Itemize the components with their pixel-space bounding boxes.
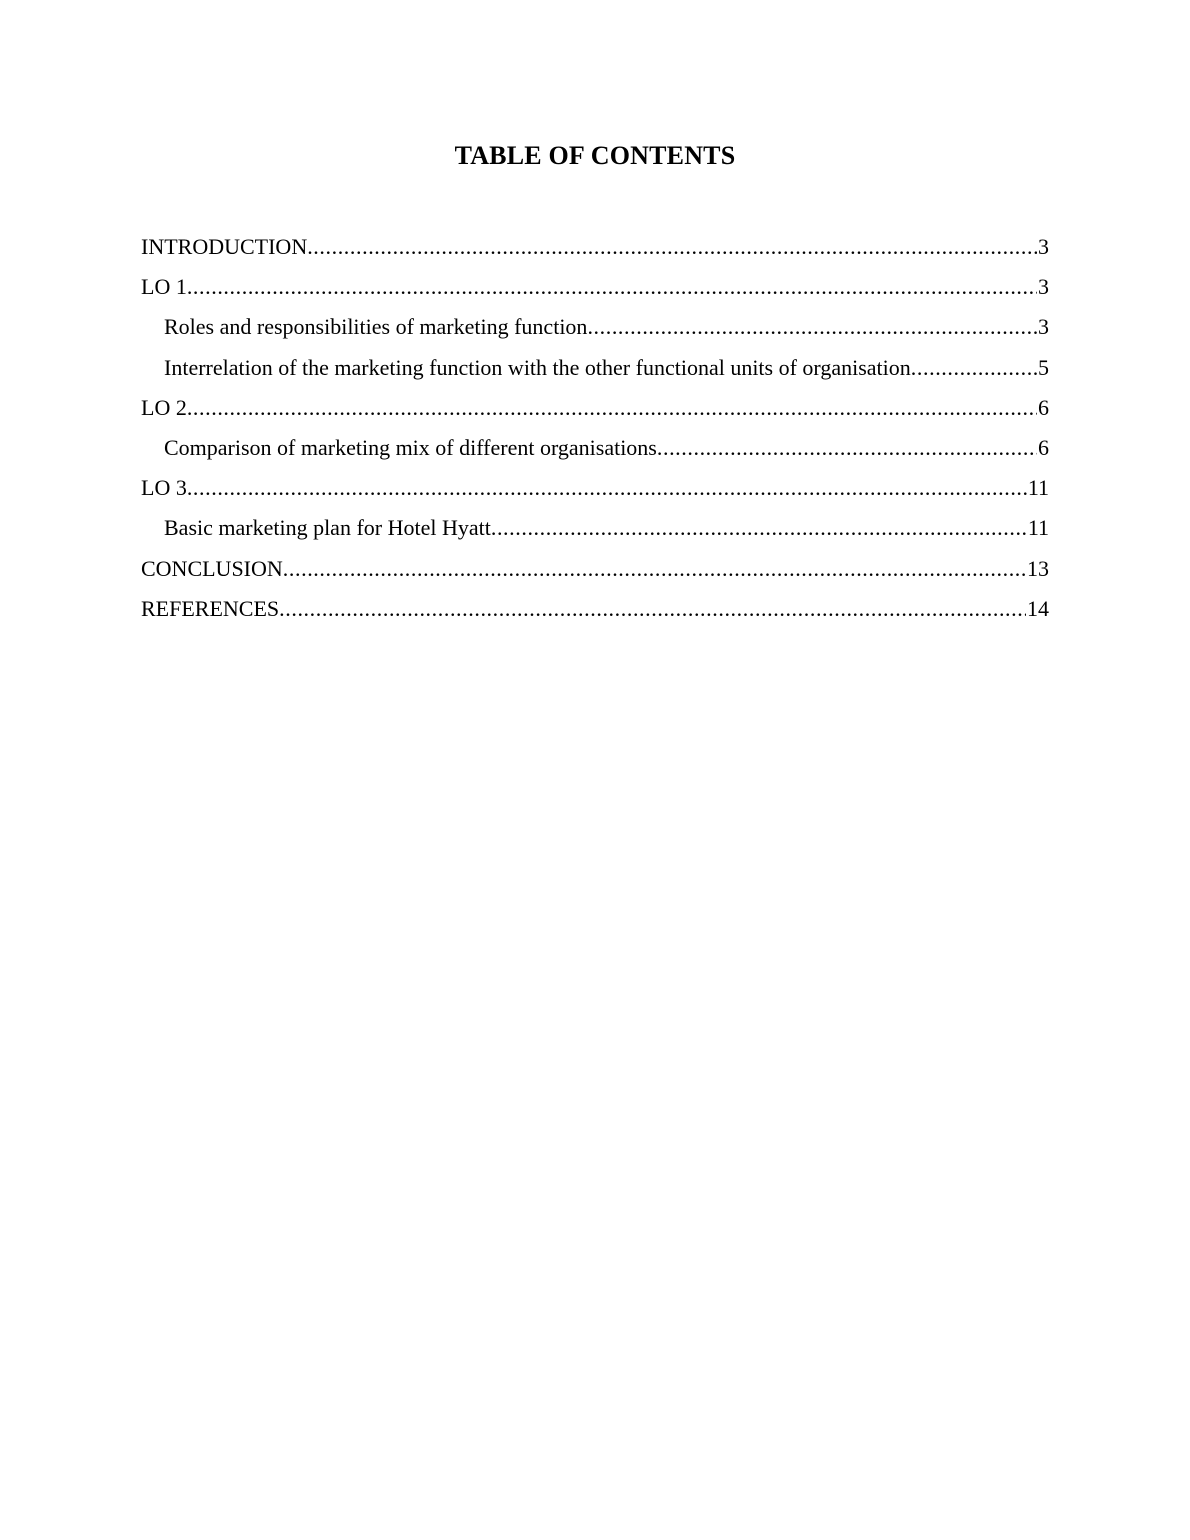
toc-dot-leader <box>657 432 1037 464</box>
toc-entry-label: CONCLUSION <box>141 555 283 581</box>
toc-entry-lo3[interactable] <box>141 472 1049 512</box>
toc-title: TABLE OF CONTENTS <box>454 141 736 170</box>
toc-dot-leader <box>283 553 1026 585</box>
toc-entry-marketing-plan[interactable] <box>141 512 1049 552</box>
toc-page-number: 14 <box>1027 595 1049 621</box>
toc-entry-label: Comparison of marketing mix of different organisations <box>164 434 657 460</box>
toc-page-number: 6 <box>1038 434 1049 460</box>
toc-entry-label: LO 1 <box>141 274 187 300</box>
toc-entry-label: LO 3 <box>141 475 187 501</box>
toc-dot-leader <box>187 472 1027 504</box>
toc-entry-roles-responsibilities[interactable] <box>141 311 1049 351</box>
toc-dot-leader <box>279 593 1026 625</box>
toc-entry-interrelation[interactable] <box>141 352 1049 392</box>
toc-entry-introduction[interactable] <box>141 231 1049 271</box>
toc-entry-lo1[interactable] <box>141 271 1049 311</box>
toc-dot-leader <box>187 392 1037 424</box>
toc-entry-label: Interrelation of the marketing function with the other functional units of organisation <box>164 354 911 380</box>
toc-entry-lo2[interactable] <box>141 392 1049 432</box>
toc-entry-label: INTRODUCTION <box>141 234 308 259</box>
toc-page-number: 11 <box>1027 475 1049 501</box>
toc-page-number: 3 <box>1038 274 1049 300</box>
toc-dot-leader <box>491 512 1027 544</box>
toc-page-number: 3 <box>1038 234 1049 259</box>
toc-entry-marketing-mix[interactable] <box>141 432 1049 472</box>
toc-list <box>141 231 1049 633</box>
toc-dot-leader <box>911 352 1037 384</box>
toc-dot-leader <box>307 231 1037 263</box>
toc-page-number: 3 <box>1038 314 1049 340</box>
toc-dot-leader <box>587 311 1037 343</box>
toc-entry-label: Basic marketing plan for Hotel Hyatt <box>164 515 491 541</box>
toc-dot-leader <box>187 271 1037 303</box>
toc-entry-conclusion[interactable] <box>141 553 1049 593</box>
toc-page-number: 6 <box>1038 394 1049 420</box>
toc-entry-label: LO 2 <box>141 394 187 420</box>
toc-entry-references[interactable] <box>141 593 1049 633</box>
toc-entry-label: Roles and responsibilities of marketing function <box>164 314 588 340</box>
toc-page-number: 11 <box>1027 515 1049 541</box>
toc-entry-label: REFERENCES <box>141 595 280 621</box>
toc-page-number: 5 <box>1038 354 1049 380</box>
toc-page-number: 13 <box>1027 555 1049 581</box>
